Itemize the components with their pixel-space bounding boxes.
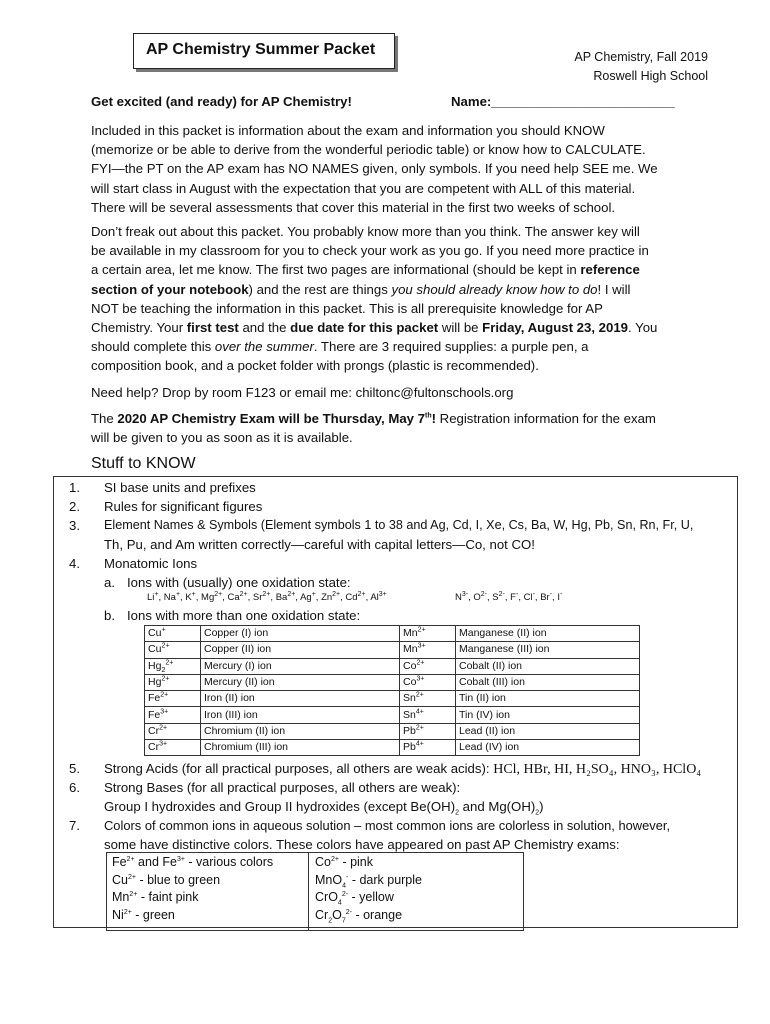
- text-line: will be given to you as soon as it is available.: [91, 430, 353, 446]
- list-item: 7. Colors of common ions in aqueous solution – most common ions are colorless in solution, however, some have distinctive colors. These colors have appeared on past AP Chemistry exams:: [69, 818, 671, 852]
- ion: $Al^{3+}$: [370, 590, 387, 603]
- sub-item-a: a. Ions with (usually) one oxidation state:: [104, 575, 351, 590]
- ion-symbol: $Cu^{2+}$: [145, 642, 201, 658]
- school-name: Roswell High School: [593, 69, 708, 83]
- ion-name: Lead (IV) ion: [456, 740, 640, 756]
- table-row: [145, 740, 640, 756]
- ion-symbol: $Sn^{4+}$: [400, 707, 456, 723]
- ion: $Cd^{2+}$: [345, 590, 366, 603]
- color-entry: CrO$_4^{2-}$ - yellow: [315, 890, 394, 907]
- name-field[interactable]: Name:_________________________: [451, 94, 675, 109]
- ion-name: Manganese (II) ion: [456, 626, 640, 642]
- ion: $Ba^{2+}$: [275, 590, 296, 603]
- ion-name: Chromium (II) ion: [201, 723, 400, 739]
- table-row: [145, 626, 640, 642]
- table-row: [145, 658, 640, 674]
- ion-symbol: $Cr^{2+}$: [145, 723, 201, 739]
- tagline: Get excited (and ready) for AP Chemistry!: [91, 94, 352, 109]
- table-row: [145, 707, 640, 723]
- ion-symbol: $Pb^{2+}$: [400, 723, 456, 739]
- ion-symbol: $Fe^{2+}$: [145, 691, 201, 707]
- ion-table-wrapper: [144, 625, 640, 756]
- page-title: AP Chemistry Summer Packet: [146, 41, 376, 58]
- color-entry: MnO$_4$- - dark purple: [315, 872, 422, 889]
- course-info: [520, 48, 708, 86]
- ion-name: Chromium (III) ion: [201, 740, 400, 756]
- text-line: FYI—the PT on the AP exam has NO NAMES given, only symbols. If you need help SEE me. We: [91, 161, 658, 177]
- ion-name: Mercury (II) ion: [201, 674, 400, 690]
- ion-name: Lead (II) ion: [456, 723, 640, 739]
- ion-symbol: $Cr^{3+}$: [145, 740, 201, 756]
- text-line: NOT be teaching the information in this packet. This is all prerequisite knowledge for AP: [91, 300, 603, 316]
- ion-symbol: Cu+: [145, 626, 201, 642]
- colors-left-column: [112, 854, 273, 924]
- text-line: section of your notebook) and the rest are things you should already know how to do! I will: [91, 281, 631, 297]
- text-line: should complete this over the summer. There are 3 required supplies: a purple pen, a: [91, 339, 589, 355]
- title-box: [133, 33, 395, 69]
- color-entry: $Ni^{2+}$ - green: [112, 907, 175, 922]
- text-line: There will be several assessments that cover this material in the first two weeks of school.: [91, 199, 616, 215]
- ion-name: Cobalt (II) ion: [456, 658, 640, 674]
- ion-symbol: $Sn^{2+}$: [400, 691, 456, 707]
- ion-name: Tin (IV) ion: [456, 707, 640, 723]
- text-line: The 2020 AP Chemistry Exam will be Thursday, May 7th! Registration information for the exam: [91, 411, 656, 426]
- intro-paragraph-2: [91, 222, 691, 376]
- ion-symbol: $Hg^{2+}$: [145, 674, 201, 690]
- ion: $Zn^{2+}$: [321, 590, 341, 603]
- ion-symbol: $Co^{3+}$: [400, 674, 456, 690]
- ion: $O^{2-}$: [473, 590, 488, 603]
- colors-right-column: [315, 854, 422, 924]
- color-entry: $Co^{2+}$ - pink: [315, 855, 374, 869]
- table-row: [145, 674, 640, 690]
- ion: $Ca^{2+}$: [227, 590, 248, 603]
- ion-symbol: $Hg_2^{2+}$: [145, 658, 201, 674]
- ion-name: Mercury (I) ion: [201, 658, 400, 674]
- ion: Cl-: [523, 590, 535, 603]
- ion: Br-: [540, 590, 553, 603]
- anion-list: $N^{3-}$, $O^{2-}$, $S^{2-}$, F-, Cl-, Br-, I-: [455, 590, 563, 603]
- exam-paragraph: [91, 409, 691, 447]
- ion-symbol: $Mn^{3+}$: [400, 642, 456, 658]
- ion-symbol: $Fe^{3+}$: [145, 707, 201, 723]
- column-divider: [308, 853, 309, 930]
- text-line: Don’t freak out about this packet. You probably know more than you think. The answer key will: [91, 224, 640, 239]
- ion: K+: [185, 590, 196, 603]
- ion: F-: [510, 590, 519, 603]
- course-name: AP Chemistry, Fall 2019: [574, 50, 708, 64]
- ion-name: Manganese (III) ion: [456, 642, 640, 658]
- section-heading: Stuff to KNOW: [91, 455, 196, 472]
- text-line: Chemistry. Your first test and the due date for this packet will be Friday, August 23, 2019. You: [91, 320, 658, 336]
- color-entry: $Fe^{2+}$ and $Fe^{3+}$ - various colors: [112, 855, 274, 869]
- intro-paragraph-1: [91, 121, 691, 217]
- text-line: a certain area, let me know. The first two pages are informational (should be kept in reference: [91, 262, 640, 278]
- text-line: will start class in August with the expectation that you are competent with ALL of this material.: [91, 180, 636, 196]
- ion-symbol: $Mn^{2+}$: [400, 626, 456, 642]
- list-item: 3. Element Names & Symbols (Element symbols 1 to 38 and Ag, Cd, I, Xe, Cs, Ba, W, Hg, Pb, Sn, Rn, Fr, U, Th, Pu, and Am written correctly—careful with capital letters—Co, not CO!: [69, 518, 694, 552]
- ion-name: Copper (II) ion: [201, 642, 400, 658]
- ion-name: Copper (I) ion: [201, 626, 400, 642]
- table-row: [145, 691, 640, 707]
- ion: Ag+: [300, 590, 316, 603]
- ion-colors-table: [106, 852, 524, 931]
- text-line: Included in this packet is information about the exam and information you should KNOW: [91, 123, 605, 138]
- cation-list: Li+, Na+, K+, $Mg^{2+}$, $Ca^{2+}$, $Sr^{2+}$, $Ba^{2+}$, Ag+, $Zn^{2+}$, $Cd^{2+}$, $Al^{3+}$: [147, 590, 387, 603]
- color-entry: $Mn^{2+}$ - faint pink: [112, 890, 199, 904]
- ion: $S^{2-}$: [492, 590, 505, 603]
- ion: Li+: [147, 590, 159, 603]
- text-line: (memorize or be able to derive from the wonderful periodic table) or know how to CALCULATE.: [91, 142, 646, 158]
- color-entry: $Cr_2O_7^{2-}$ - orange: [315, 907, 403, 924]
- ion-name: Iron (II) ion: [201, 691, 400, 707]
- list-item: 6. Strong Bases (for all practical purposes, all others are weak): Group I hydroxides and Group II hydroxides (except $Be(OH)_2$ and $Mg(OH)_2$): [69, 780, 544, 817]
- color-entry: $Cu^{2+}$ - blue to green: [112, 872, 221, 887]
- ion: $Mg^{2+}$: [201, 590, 223, 603]
- ion-table: [144, 625, 640, 756]
- ion-name: Iron (III) ion: [201, 707, 400, 723]
- ion: $N^{3-}$: [455, 590, 469, 603]
- ion: Na+: [163, 590, 181, 603]
- text-line: composition book, and a pocket folder with prongs (plastic is recommended).: [91, 358, 539, 374]
- ion-symbol: $Pb^{4+}$: [400, 740, 456, 756]
- ion: I-: [557, 590, 563, 603]
- table-row: [145, 642, 640, 658]
- ion-name: Cobalt (III) ion: [456, 674, 640, 690]
- ion: $Sr^{2+}$: [252, 590, 271, 603]
- ion-name: Tin (II) ion: [456, 691, 640, 707]
- sub-item-b: b. Ions with more than one oxidation state:: [104, 608, 361, 623]
- table-row: [145, 723, 640, 739]
- ion-symbol: $Co^{2+}$: [400, 658, 456, 674]
- help-line: Need help? Drop by room F123 or email me: chiltonc@fultonschools.org: [91, 385, 514, 400]
- text-line: be available in my classroom for you to check your work as you go. If you need more practice in: [91, 243, 649, 259]
